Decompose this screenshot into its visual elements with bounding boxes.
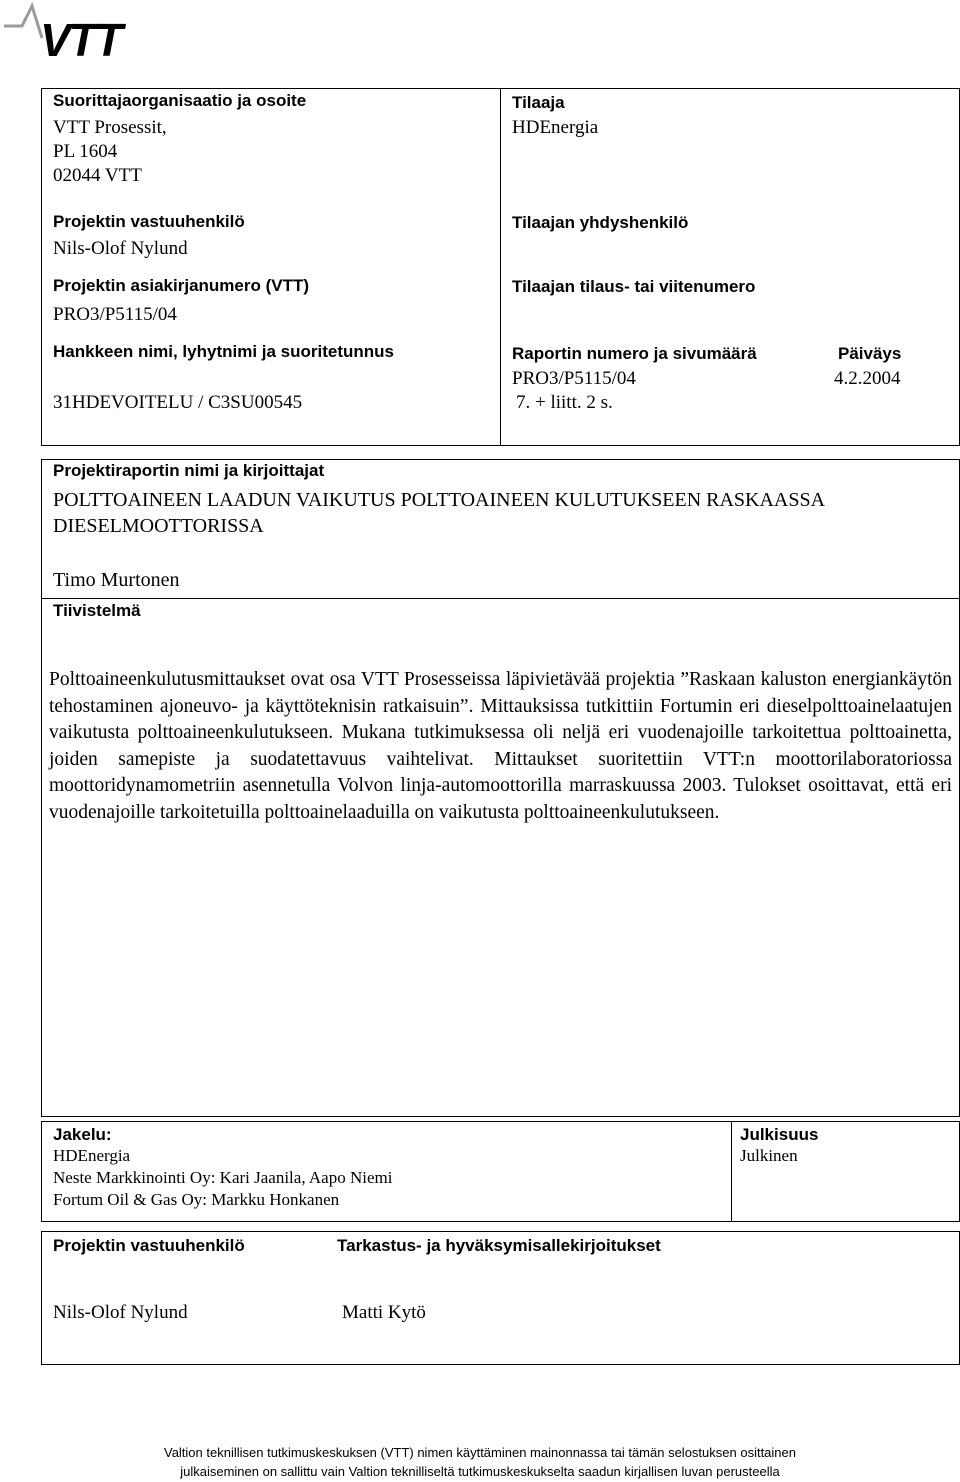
report-number-value: PRO3/P5115/04 [512, 368, 636, 389]
distribution-line-3: Fortum Oil & Gas Oy: Markku Honkanen [53, 1190, 340, 1209]
publicity-value: Julkinen [740, 1146, 798, 1165]
project-name-value: 31HDEVOITELU / C3SU00545 [53, 392, 303, 413]
summary-label: Tiivistelmä [53, 601, 141, 620]
client-order-label: Tilaajan tilaus- tai viitenumero [512, 277, 756, 296]
report-title-line-1: POLTTOAINEEN LAADUN VAIKUTUS POLTTOAINEEN KULUTUKSEEN RASKAASSA [53, 489, 826, 511]
project-manager-label: Projektin vastuuhenkilö [53, 212, 245, 231]
org-label: Suorittajaorganisaatio ja osoite [53, 91, 307, 110]
footer-line-2: julkaiseminen on sallittu vain Valtion teknilliseltä tutkimuskeskukselta saadun kirjallisen luvan perusteella [180, 1464, 780, 1479]
project-name-label: Hankkeen nimi, lyhytnimi ja suoritetunnus [53, 342, 395, 361]
footer-line-1: Valtion teknillisen tutkimuskeskuksen (VTT) nimen käyttäminen mainonnassa tai tämän selostuksen osittainen [163, 1445, 796, 1460]
client-value: HDEnergia [512, 117, 599, 138]
responsible-value: Nils-Olof Nylund [53, 1302, 188, 1323]
approval-label: Tarkastus- ja hyväksymisallekirjoitukset [337, 1236, 661, 1255]
report-number-label: Raportin numero ja sivumäärä [512, 344, 757, 363]
report-author: Timo Murtonen [53, 569, 180, 591]
publicity-divider [731, 1121, 732, 1222]
org-line-3: 02044 VTT [53, 165, 142, 186]
summary-divider [41, 598, 960, 599]
org-line-1: VTT Prosessit, [53, 117, 167, 138]
doc-number-label: Projektin asiakirjanumero (VTT) [53, 276, 310, 295]
date-label: Päiväys [838, 344, 902, 363]
report-title-label: Projektiraportin nimi ja kirjoittajat [53, 461, 325, 480]
summary-text: Polttoaineenkulutusmittaukset ovat osa VTT Prosesseissa läpivietävää projektia ”Raskaan kaluston energiankäytön tehostaminen ajoneuvo- ja käyttöteknisin ratkaisuin”. Mittauksissa tutkittiin Fortumin eri dieselpolttoainelaatujen vaikutusta polttoaineenkulutukseen. Mukana tutkimuksessa oli neljä eri vuodenajoille tarkoitettua polttoainetta, joiden samepiste ja suodatettavuus vaihtelivat. Mittaukset suoritettiin VTT:n moottorilaboratoriossa moottoridynamometriin asennetulla Volvon linja-automoottorilla marraskuussa 2003. Tulokset osoittavat, että eri vuodenajoille tarkoitetuilla polttoainelaaduilla on vaikutusta polttoaineenkulutukseen. [49, 669, 952, 823]
distribution-line-2: Neste Markkinointi Oy: Kari Jaanila, Aapo Niemi [53, 1168, 393, 1187]
doc-number-value: PRO3/P5115/04 [53, 304, 177, 325]
responsible-label: Projektin vastuuhenkilö [53, 1236, 245, 1255]
publicity-label: Julkisuus [740, 1125, 819, 1144]
distribution-label: Jakelu: [53, 1125, 112, 1144]
distribution-line-1: HDEnergia [53, 1146, 131, 1165]
vtt-logo [2, 2, 164, 58]
client-contact-label: Tilaajan yhdyshenkilö [512, 213, 689, 232]
vtt-logo-text: VTT [40, 14, 121, 58]
date-value: 4.2.2004 [834, 368, 901, 389]
org-line-2: PL 1604 [53, 141, 118, 162]
client-label: Tilaaja [512, 93, 565, 112]
report-pages-value: 7. + liitt. 2 s. [516, 392, 613, 413]
project-manager-value: Nils-Olof Nylund [53, 238, 188, 259]
report-title-line-2: DIESELMOOTTORISSA [53, 515, 264, 537]
approval-value: Matti Kytö [342, 1302, 426, 1323]
